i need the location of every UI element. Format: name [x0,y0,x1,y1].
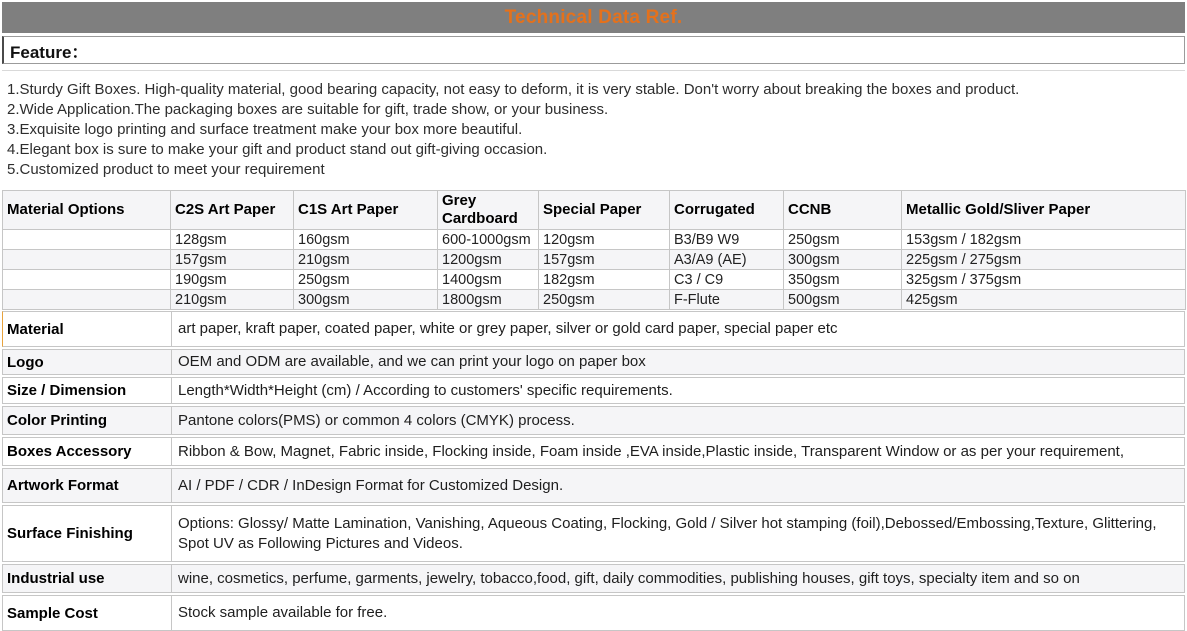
materials-table-cell: 157gsm [539,250,670,270]
spec-value: OEM and ODM are available, and we can print your logo on paper box [171,350,1184,374]
materials-table-cell: F-Flute [670,290,784,310]
materials-table-cell: 300gsm [784,250,902,270]
materials-table-cell: 153gsm / 182gsm [902,230,1186,250]
spec-row [2,349,1185,375]
materials-table-row [3,290,1186,310]
materials-table-cell [3,290,171,310]
materials-table-cell: 300gsm [294,290,438,310]
materials-table-cell: 160gsm [294,230,438,250]
feature-item: 3.Exquisite logo printing and surface treatment make your box more beautiful. [7,121,523,138]
materials-table-cell: C3 / C9 [670,270,784,290]
spec-row [2,564,1185,593]
spec-value: AI / PDF / CDR / InDesign Format for Customized Design. [171,469,1184,502]
feature-heading: Feature： [10,42,89,62]
spec-label: Size / Dimension [7,382,127,399]
feature-item: 2.Wide Application.The packaging boxes are suitable for gift, trade show, or your business. [7,101,609,118]
materials-table-cell: 425gsm [902,290,1186,310]
page-header-bar [2,2,1185,33]
spec-label: Industrial use [7,570,105,587]
spec-value: Stock sample available for free. [171,596,1184,630]
spec-row [2,406,1185,435]
feature-item: 1.Sturdy Gift Boxes. High-quality material, good bearing capacity, not easy to deform, it is very stable. Don't worry about breaking the boxes and product. [7,81,1020,98]
spec-value: Length*Width*Height (cm) / According to customers' specific requirements. [171,378,1184,403]
feature-item: 4.Elegant box is sure to make your gift and product stand out gift-giving occasion. [7,141,548,158]
materials-table [2,190,1186,310]
materials-table-cell: A3/A9 (AE) [670,250,784,270]
spec-value: Ribbon & Bow, Magnet, Fabric inside, Flocking inside, Foam inside ,EVA inside,Plastic inside, Transparent Window or as per your requirement, [171,438,1184,465]
materials-table-header-cell: Metallic Gold/Sliver Paper [902,191,1186,230]
spec-row [2,595,1185,631]
materials-table-row [3,270,1186,290]
spec-row [2,311,1185,347]
spec-value: wine, cosmetics, perfume, garments, jewelry, tobacco,food, gift, daily commodities, publishing houses, gift toys, specialty item and so on [171,565,1184,592]
materials-table-cell: 1200gsm [438,250,539,270]
materials-table-header-cell: Special Paper [539,191,670,230]
materials-table-header-cell: C1S Art Paper [294,191,438,230]
spec-label: Material [7,320,64,338]
materials-table-header-cell: C2S Art Paper [171,191,294,230]
materials-table-cell: 157gsm [171,250,294,270]
feature-list [2,80,1185,180]
materials-table-cell: 128gsm [171,230,294,250]
materials-table-cell: 250gsm [784,230,902,250]
spec-value: Pantone colors(PMS) or common 4 colors (CMYK) process. [171,407,1184,434]
divider [2,70,1185,71]
spec-value: art paper, kraft paper, coated paper, white or grey paper, silver or gold card paper, special paper etc [171,312,1184,346]
spec-row [2,505,1185,562]
materials-table-row [3,250,1186,270]
spec-row [2,437,1185,466]
materials-table-cell: B3/B9 W9 [670,230,784,250]
materials-table-body [3,230,1186,310]
spec-label: Color Printing [7,412,107,429]
materials-table-cell: 250gsm [539,290,670,310]
spec-label: Boxes Accessory [7,443,132,460]
spec-label: Artwork Format [7,477,119,494]
feature-item: 5.Customized product to meet your requirement [7,161,325,178]
materials-table-cell: 350gsm [784,270,902,290]
materials-table-cell: 120gsm [539,230,670,250]
materials-table-cell [3,250,171,270]
spec-label: Sample Cost [7,604,98,622]
materials-table-cell: 210gsm [171,290,294,310]
page-title: Technical Data Ref. [504,6,683,28]
spec-row [2,377,1185,404]
spec-value: Options: Glossy/ Matte Lamination, Vanishing, Aqueous Coating, Flocking, Gold / Silver hot stamping (foil),Debossed/Embossing,Texture, Glittering, Spot UV as Following Pictures and Videos. [171,506,1184,561]
materials-table-cell: 210gsm [294,250,438,270]
materials-table-cell: 250gsm [294,270,438,290]
materials-table-cell: 600-1000gsm [438,230,539,250]
spec-row [2,468,1185,503]
materials-table-cell [3,230,171,250]
feature-section-header [2,36,1185,64]
materials-table-cell: 190gsm [171,270,294,290]
spec-label: Logo [7,353,44,371]
materials-table-header-cell: Grey Cardboard [438,191,539,230]
materials-table-cell [3,270,171,290]
materials-table-cell: 325gsm / 375gsm [902,270,1186,290]
materials-table-header-cell: Material Options [3,191,171,230]
materials-table-header-cell: Corrugated [670,191,784,230]
materials-table-row [3,230,1186,250]
materials-table-cell: 182gsm [539,270,670,290]
materials-table-header-cell: CCNB [784,191,902,230]
materials-table-cell: 500gsm [784,290,902,310]
spec-table [2,311,1185,631]
materials-table-cell: 1400gsm [438,270,539,290]
spec-label: Surface Finishing [7,525,133,542]
materials-table-cell: 225gsm / 275gsm [902,250,1186,270]
materials-table-head [3,191,1186,230]
materials-table-cell: 1800gsm [438,290,539,310]
